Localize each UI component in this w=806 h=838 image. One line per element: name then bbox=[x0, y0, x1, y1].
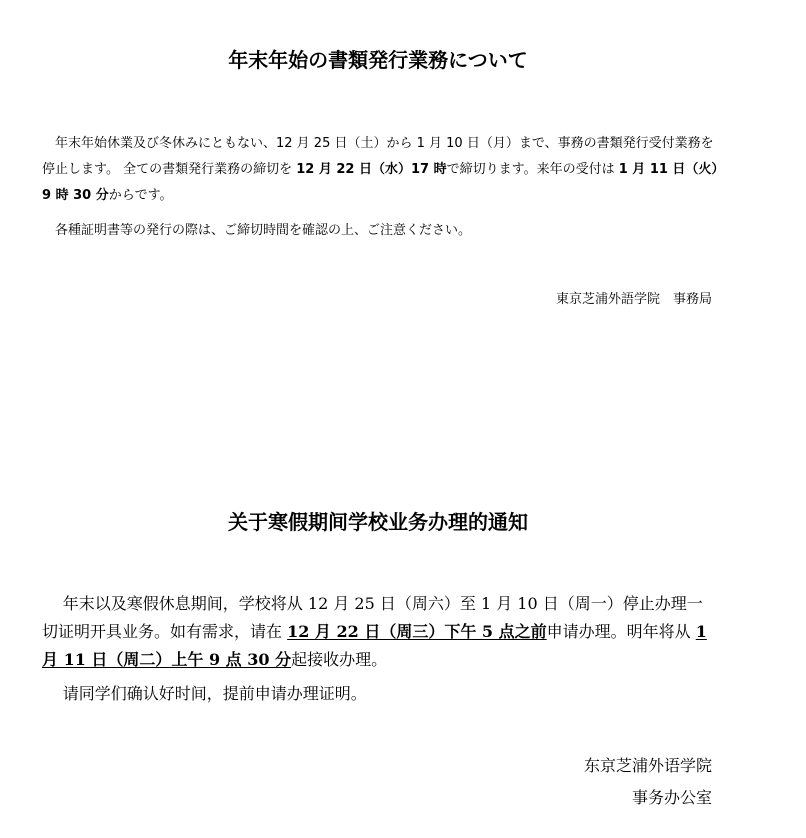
text-segment: で締切ります。来年の受付は bbox=[446, 162, 619, 177]
paragraph-note-zh: 请同学们确认好时间，提前申请办理证明。 bbox=[62, 684, 367, 703]
signature-zh bbox=[584, 750, 712, 814]
notice-body-zh bbox=[42, 590, 716, 708]
text-segment: 起接收办理。 bbox=[291, 650, 388, 669]
paragraph-note-ja: 各種証明書等の発行の際は、ご締切時間を確認の上、ご注意ください。 bbox=[55, 223, 472, 238]
deadline-date-ja: 12 月 22 日（水）17 時 bbox=[296, 162, 447, 177]
reopen-date-zh: 1 月 11 日（周二）上午 9 点 30 分 bbox=[42, 622, 707, 669]
text-segment: 申请办理。明年将从 bbox=[546, 622, 696, 641]
text-segment: 年末以及寒假休息期间，学校将从 12 月 25 日（周六）至 1 月 10 日（周一）停止办理一切证明开具业务。如有需求，请在 bbox=[42, 594, 703, 641]
signature-school-zh: 东京芝浦外语学院 bbox=[583, 756, 712, 775]
notice-body-ja bbox=[42, 131, 722, 244]
signature-office-zh: 事务办公室 bbox=[631, 788, 712, 807]
paragraph-deadline-ja bbox=[42, 131, 722, 209]
paragraph-deadline-zh bbox=[42, 590, 716, 674]
text-segment: からです。 bbox=[108, 188, 173, 203]
notice-title-zh: 关于寒假期间学校业务办理的通知 bbox=[228, 510, 528, 534]
notice-japanese bbox=[0, 0, 806, 340]
signature-ja: 東京芝浦外語学院 事務局 bbox=[555, 292, 712, 307]
reopen-date-ja: 1 月 11 日（火）9 時 30 分 bbox=[42, 162, 718, 203]
text-segment: 年末年始休業及び冬休みにともない、12 月 25 日（土）から 1 月 10 日（月）まで、事務の書類発行受付業務を停止します。 全ての書類発行業務の締切を bbox=[42, 136, 714, 177]
notice-title-ja: 年末年始の書類発行業務について bbox=[228, 48, 528, 72]
deadline-date-zh: 12 月 22 日（周三）下午 5 点之前 bbox=[287, 622, 547, 641]
notice-chinese bbox=[0, 498, 806, 838]
